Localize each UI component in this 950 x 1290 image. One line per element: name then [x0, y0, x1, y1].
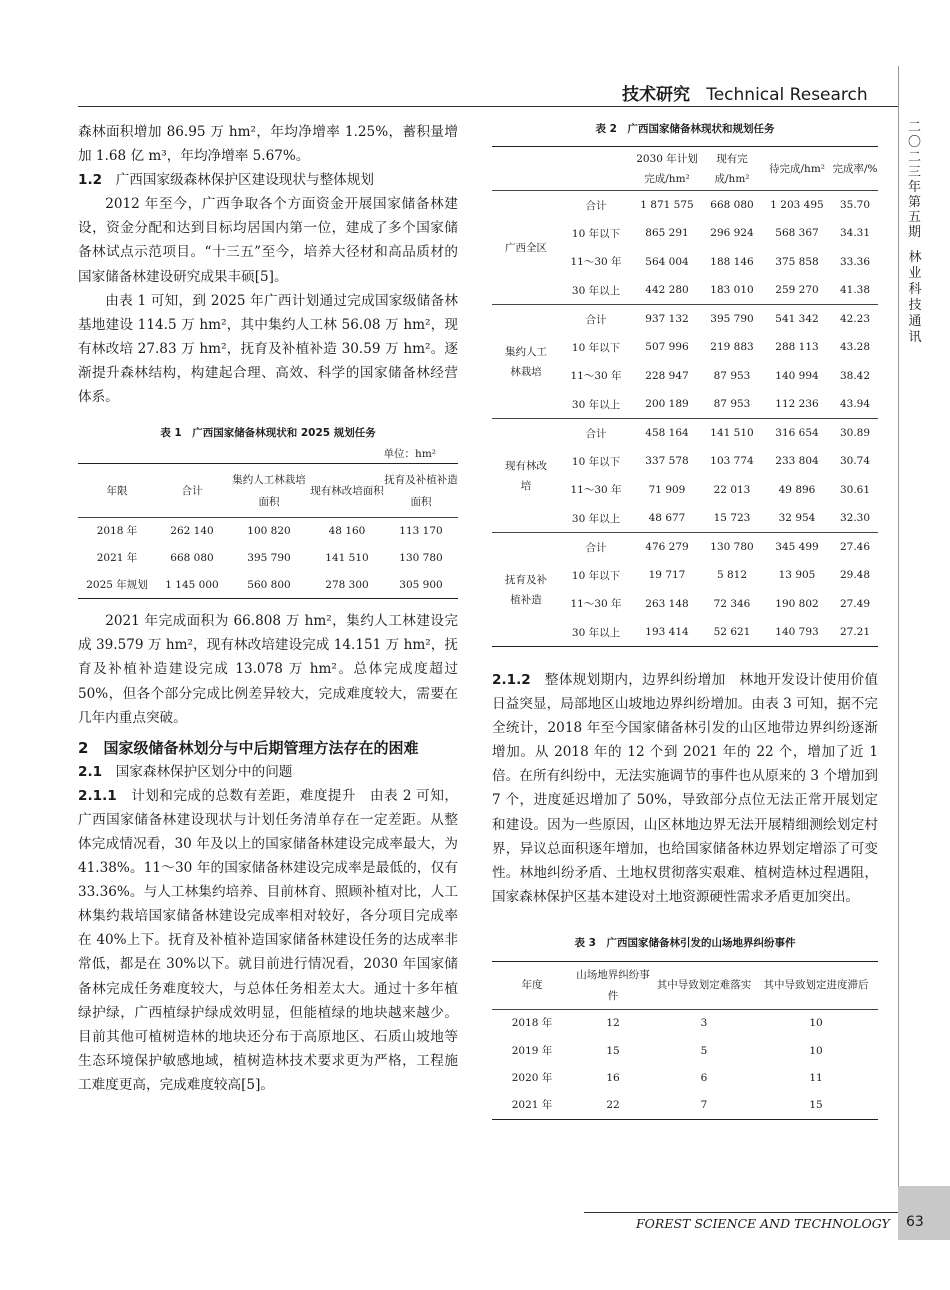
- side-rule: [898, 66, 899, 1226]
- table-cell: 2021 年: [96, 552, 138, 565]
- table-row: [492, 533, 878, 562]
- table-cell: 43.94: [839, 398, 871, 410]
- table-cell: 22: [606, 1099, 620, 1112]
- table-header: 其中导致划定进度滞后: [763, 979, 869, 992]
- table-cell: 3: [700, 1017, 708, 1030]
- table-cell: 1 871 575: [640, 199, 694, 211]
- table-header: 年限: [106, 484, 128, 497]
- table-cell: 375 858: [775, 255, 819, 268]
- table-cell: 33.36: [839, 255, 871, 268]
- table-cell: 19 717: [648, 569, 686, 582]
- table-3-grid: [492, 961, 878, 1120]
- table-cell: 32 954: [778, 512, 816, 524]
- table-cell: 49 896: [778, 483, 816, 496]
- table-cell: 2025 年规划: [86, 578, 148, 591]
- table-cell: 43.28: [839, 341, 871, 354]
- running-header: [622, 80, 868, 105]
- table-cell: 140 994: [775, 369, 819, 382]
- table-cell: 38.42: [839, 369, 871, 382]
- table-cell: 10: [809, 1044, 823, 1057]
- table-row: [492, 1092, 878, 1120]
- table-cell: 1 145 000: [165, 578, 219, 591]
- table-cell: 130 780: [710, 541, 754, 553]
- table-header: 现有完成/hm²: [714, 152, 750, 185]
- table-cell: 345 499: [775, 541, 819, 553]
- table-cell: 228 947: [645, 369, 689, 382]
- table-cell: 130 780: [399, 552, 443, 565]
- table-row: [78, 572, 458, 599]
- table-group-label: 现有林改培: [505, 459, 547, 492]
- table-cell: 568 367: [775, 227, 819, 240]
- table-cell: 193 414: [645, 626, 689, 638]
- table-cell: 541 342: [775, 313, 819, 325]
- table-3-caption: 表 3 广西国家储备林引发的山场地界纠纷事件: [574, 936, 796, 949]
- table-cell: 2020 年: [511, 1072, 553, 1085]
- table-cell: 22 013: [713, 483, 751, 496]
- table-cell: 11～30 年: [570, 484, 622, 497]
- table-cell: 合计: [585, 199, 607, 212]
- table-cell: 2019 年: [511, 1044, 553, 1057]
- table-cell: 10 年以下: [571, 455, 621, 468]
- table-cell: 16: [606, 1072, 620, 1085]
- table-cell: 32.30: [839, 512, 871, 524]
- table-2-grid: [492, 146, 878, 647]
- header-title-en: Technical Research: [706, 85, 868, 105]
- table-group-label: 广西全区: [505, 241, 547, 254]
- table-cell: 190 802: [775, 597, 819, 610]
- table-header: [492, 147, 560, 191]
- footer-rule: [584, 1212, 898, 1213]
- section-heading-2: 2 国家级储备林划分与中后期管理方法存在的困难: [78, 738, 419, 757]
- table-cell: 13 905: [778, 569, 816, 582]
- table-cell: 42.23: [839, 313, 871, 325]
- table-cell: 11～30 年: [570, 598, 622, 611]
- table-cell: 15: [809, 1099, 823, 1112]
- table-row: [492, 419, 878, 448]
- table-cell: 35.70: [839, 199, 871, 211]
- table-cell: 48 677: [648, 512, 686, 524]
- table-cell: 15 723: [713, 512, 751, 524]
- table-cell: 30 年以上: [571, 512, 621, 525]
- table-cell: 30.74: [839, 455, 871, 468]
- table-cell: 259 270: [775, 284, 819, 296]
- table-cell: 288 113: [775, 341, 819, 354]
- table-row: [492, 305, 878, 334]
- table-cell: 141 510: [325, 552, 369, 565]
- table-cell: 71 909: [648, 483, 686, 496]
- table-cell: 48 160: [328, 525, 366, 538]
- table-cell: 183 010: [710, 284, 754, 296]
- table-header: 现有林改培面积: [310, 484, 384, 497]
- table-header: 山场地界纠纷事件: [576, 968, 650, 1002]
- table-cell: 5: [700, 1044, 708, 1057]
- table-cell: 395 790: [247, 552, 291, 565]
- table-cell: 合计: [585, 541, 607, 554]
- table-cell: 合计: [585, 313, 607, 326]
- table-cell: 278 300: [325, 578, 369, 591]
- table-cell: 560 800: [247, 578, 291, 591]
- table-cell: 141 510: [710, 427, 754, 439]
- table-cell: 395 790: [710, 313, 754, 325]
- table-group-label: 抚育及补植补造: [505, 573, 547, 606]
- table-cell: 113 170: [399, 525, 443, 538]
- table-header: 合计: [181, 484, 203, 497]
- table-cell: 103 774: [710, 455, 754, 468]
- table-cell: 296 924: [710, 227, 754, 240]
- table-cell: 87 953: [713, 398, 751, 410]
- table-header: 年度: [521, 979, 543, 992]
- table-cell: 11～30 年: [570, 370, 622, 383]
- table-cell: 442 280: [645, 284, 689, 296]
- footer-journal-name: FOREST SCIENCE AND TECHNOLOGY: [636, 1216, 890, 1231]
- table-cell: 564 004: [645, 255, 689, 268]
- right-column: [492, 668, 878, 1120]
- table-cell: 140 793: [775, 626, 819, 638]
- paragraph: 2012 年至今，广西争取各个方面资金开展国家储备林建设，资金分配和达到目标均居国内第一位，建成了多个国家储备林试点示范项目。“十三五”至今，培养大径材和高品质材的国家储备林建设研究成果丰硕[5]。: [78, 196, 458, 285]
- table-cell: 865 291: [645, 227, 689, 240]
- table-cell: 7: [700, 1099, 708, 1112]
- table-cell: 188 146: [710, 255, 754, 268]
- table-cell: 10 年以下: [571, 227, 621, 240]
- table-cell: 476 279: [645, 541, 689, 553]
- section-heading-1-2: 1.2 广西国家级森林保护区建设现状与整体规划: [78, 172, 374, 189]
- table-row: [492, 1010, 878, 1038]
- table-cell: 337 578: [645, 455, 689, 468]
- table-header: 抚育及补植补造面积: [384, 473, 458, 508]
- table-3: [492, 931, 878, 1120]
- section-heading-2-1: 2.1 国家森林保护区划分中的问题: [78, 763, 293, 780]
- table-cell: 2021 年: [511, 1099, 553, 1112]
- table-cell: 72 346: [713, 597, 751, 610]
- table-cell: 200 189: [645, 398, 689, 410]
- table-cell: 15: [606, 1044, 620, 1057]
- paragraph: 2021 年完成面积为 66.808 万 hm²，集约人工林建设完成 39.579 万 hm²，现有林改培建设完成 14.151 万 hm²，抚育及补植补造建设完成 13.078 万 hm²。总体完成度超过 50%，但各个部分完成比例差异较大，完成难度较大，需要在几年内重点突破。: [78, 613, 458, 726]
- table-1: [78, 421, 458, 599]
- table-cell: 27.46: [839, 541, 871, 553]
- table-cell: 5 812: [716, 569, 748, 582]
- table-cell: 1 203 495: [770, 199, 824, 211]
- table-cell: 41.38: [839, 284, 871, 296]
- table-1-grid: [78, 463, 458, 599]
- table-row: [78, 518, 458, 545]
- table-cell: 262 140: [170, 525, 214, 538]
- table-cell: 11: [809, 1072, 823, 1085]
- table-cell: 12: [606, 1017, 620, 1030]
- table-cell: 2018 年: [96, 525, 138, 538]
- left-column: [78, 120, 458, 1097]
- table-cell: 458 164: [645, 427, 689, 439]
- table-cell: 30.61: [839, 483, 871, 496]
- table-cell: 30.89: [839, 427, 871, 439]
- table-cell: 263 148: [645, 597, 689, 610]
- table-cell: 668 080: [170, 552, 214, 565]
- table-cell: 6: [700, 1072, 708, 1085]
- table-cell: 219 883: [710, 341, 754, 354]
- table-row: [492, 1065, 878, 1093]
- table-row: [492, 191, 878, 220]
- table-cell: 30 年以上: [571, 398, 621, 411]
- table-cell: 87 953: [713, 369, 751, 382]
- header-rule: [78, 106, 898, 107]
- table-cell: 34.31: [839, 227, 871, 240]
- page-number: 63: [906, 1214, 924, 1230]
- page-number-tab: [898, 1186, 950, 1240]
- table-header: 待完成/hm²: [769, 162, 825, 175]
- table-cell: 52 621: [713, 626, 751, 638]
- table-cell: 30 年以上: [571, 284, 621, 297]
- table-cell: 29.48: [839, 569, 871, 582]
- table-cell: 27.49: [839, 597, 871, 610]
- table-1-caption: 表 1 广西国家储备林现状和 2025 规划任务: [160, 427, 376, 440]
- table-cell: 668 080: [710, 199, 754, 211]
- table-header: 2030 年计划完成/hm²: [636, 152, 698, 185]
- table-header: 其中导致划定难落实: [656, 979, 752, 992]
- paragraph: 森林面积增加 86.95 万 hm²，年均净增率 1.25%，蓄积量增加 1.68 亿 m³，年均净增率 5.67%。: [78, 124, 458, 165]
- table-cell: 11～30 年: [570, 256, 622, 269]
- table-cell: 27.21: [839, 626, 871, 638]
- table-cell: 305 900: [399, 578, 443, 591]
- table-2: [492, 120, 878, 647]
- table-cell: 合计: [585, 427, 607, 440]
- table-cell: 112 236: [775, 398, 819, 410]
- table-cell: 100 820: [247, 525, 291, 538]
- table-cell: 937 132: [645, 313, 689, 325]
- table-cell: 10: [809, 1017, 823, 1030]
- paragraph: 2.1.1 计划和完成的总数有差距，难度提升 由表 2 可知，广西国家储备林建设现状与计划任务清单存在一定差距。从整体完成情况看，30 年及以上的国家储备林建设完成率最大，为 41.38%。11～30 年的国家储备林建设完成率是最低的，仅有 33.36%。与人工林集约培养、目前林育、照顾补植对比，人工林集约栽培国家储备林建设完成率相对较好，各分项目完成率在 40%上下。抚育及补植补造国家储备林建设任务的达成率非常低，都是在 30%以下。就目前进行情况看，2030 年国家储备林完成任务难度较大，与总体任务相差太大。通过十多年植绿护绿，广西植绿护绿成效明显，但能植绿的地块越来越少。目前其他可植树造林的地块还分布于高原地区、石质山坡地等生态环境保护敏感地域，植树造林技术要求更为严格，工程施工难度更高，完成难度较高[5]。: [78, 787, 458, 1093]
- paragraph: 由表 1 可知，到 2025 年广西计划通过完成国家级储备林基地建设 114.5 万 hm²，其中集约人工林 56.08 万 hm²，现有林改培 27.83 万 hm²，抚育及补植补造 30.59 万 hm²。逐渐提升森林结构，构建起合理、高效、科学的国家储备林经营体系。: [78, 292, 458, 406]
- table-header: 集约人工林栽培面积: [232, 473, 306, 508]
- table-cell: 10 年以下: [571, 341, 621, 354]
- table-cell: 30 年以上: [571, 626, 621, 639]
- table-group-label: 集约人工林栽培: [505, 345, 547, 378]
- table-cell: 233 804: [775, 455, 819, 468]
- table-2-caption: 表 2 广西国家储备林现状和规划任务: [595, 123, 775, 135]
- table-cell: 507 996: [645, 341, 689, 354]
- header-title-zh: 技术研究: [622, 85, 690, 105]
- table-1-unit: 单位：hm²: [383, 448, 436, 461]
- table-cell: 2018 年: [511, 1017, 553, 1030]
- table-row: [492, 1037, 878, 1065]
- table-header: 完成率/%: [832, 162, 878, 175]
- table-header: [560, 147, 632, 191]
- side-journal-label: 林业科技通讯: [908, 250, 922, 345]
- paragraph: 2.1.2 整体规划期内，边界纠纷增加 林地开发设计使用价值日益突显，局部地区山坡地边界纠纷增加。由表 3 可知，据不完全统计，2018 年至今国家储备林引发的山区地带边界纠纷逐渐增加。从 2018 年的 12 个到 2021 年的 22 个，增加了近 1 倍。在所有纠纷中，无法实施调节的事件也从原来的 3 个增加到 7 个，进度延迟增加了 50%，导致部分点位无法正常开展划定和建设。因为一些原因，山区林地边界无法开展精细测绘划定村界，异议总面积逐年增加，也给国家储备林边界划定增添了可变性。林地纠纷矛盾、土地权贯彻落实艰难、植树造林过程遇阻，国家森林保护区基本建设对土地资源硬性需求矛盾更加突出。: [492, 672, 879, 905]
- table-row: [78, 545, 458, 572]
- table-cell: 10 年以下: [571, 569, 621, 582]
- table-cell: 316 654: [775, 427, 819, 439]
- side-issue-label: 二〇二三年第五期: [907, 120, 922, 240]
